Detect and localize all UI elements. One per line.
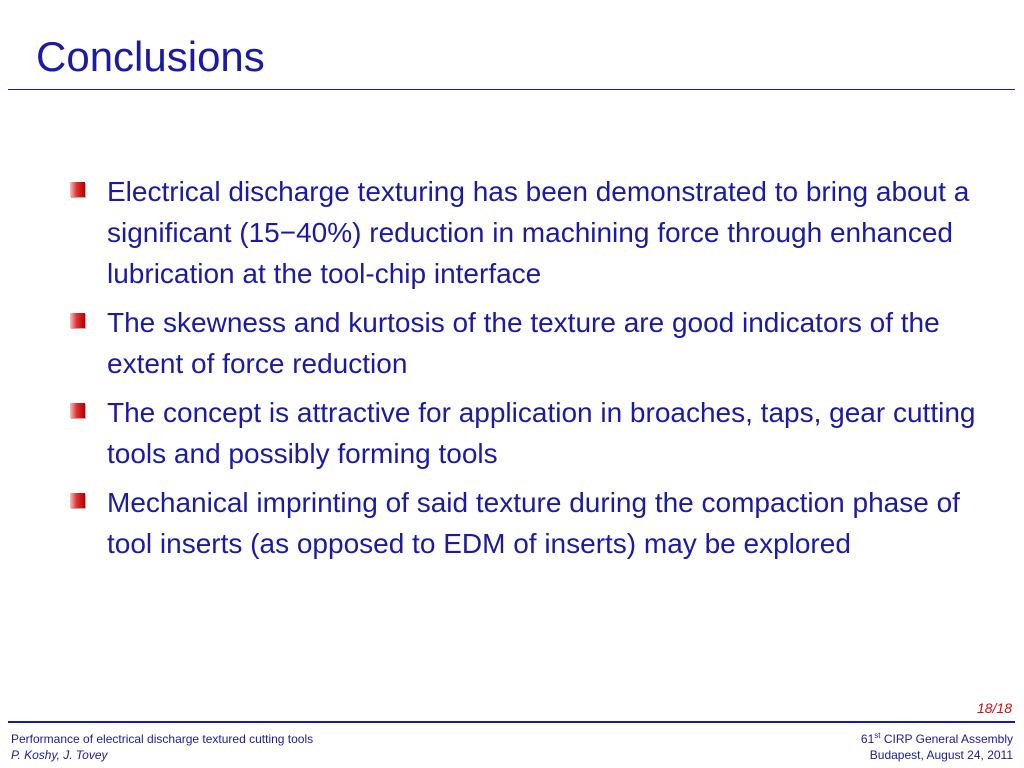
- footer-authors: P. Koshy, J. Tovey: [11, 748, 108, 762]
- bullet-text: Mechanical imprinting of said texture during the compaction phase of tool inserts (as opposed to EDM of inserts) may be explored: [107, 487, 960, 559]
- bullet-list: [70, 171, 990, 572]
- bullet-text: The concept is attractive for application in broaches, taps, gear cutting tools and possibly forming tools: [107, 397, 976, 469]
- bullet-item: [70, 482, 990, 564]
- bullet-text: Electrical discharge texturing has been demonstrated to bring about a significant (15−40%) reduction in machining force through enhanced lubrication at the tool-chip interface: [107, 176, 970, 289]
- footer-talk-title: Performance of electrical discharge textured cutting tools: [11, 732, 314, 746]
- footer-event: [861, 731, 1013, 747]
- footer-event-superscript: st: [874, 731, 881, 740]
- page-number: 18/18: [976, 700, 1012, 716]
- bullet-item: [70, 392, 990, 474]
- red-square-bullet-icon: [70, 403, 85, 418]
- red-square-bullet-icon: [70, 182, 85, 197]
- bullet-item: [70, 302, 990, 384]
- slide-title: Conclusions: [36, 33, 265, 80]
- footer-event-number: 61: [860, 732, 875, 746]
- footer-right: [861, 731, 1013, 763]
- bullet-item: [70, 171, 990, 294]
- bullet-text: The skewness and kurtosis of the texture are good indicators of the extent of force reduction: [107, 307, 940, 379]
- title-divider: [8, 89, 1015, 90]
- footer-left: [11, 731, 313, 763]
- red-square-bullet-icon: [70, 313, 85, 328]
- footer-divider: [8, 721, 1015, 723]
- footer-event-name: CIRP General Assembly: [880, 732, 1013, 746]
- footer-event-date: Budapest, August 24, 2011: [869, 748, 1013, 762]
- red-square-bullet-icon: [70, 493, 85, 508]
